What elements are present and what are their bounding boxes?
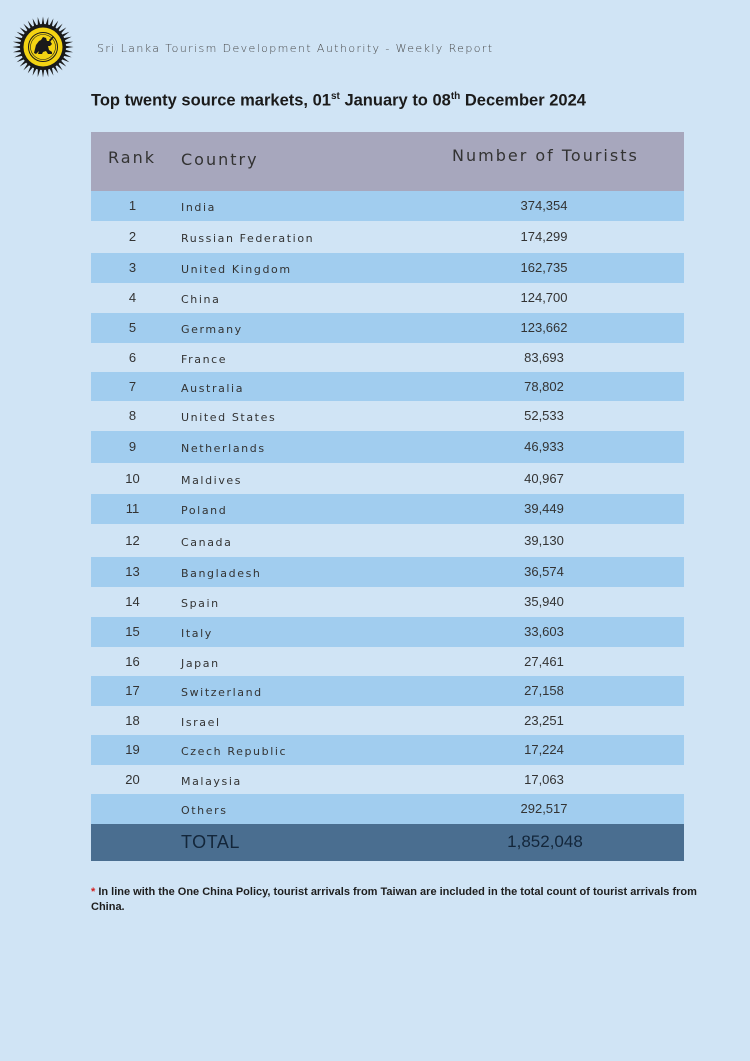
row-tourists: 174,299 bbox=[520, 229, 568, 244]
title-part: January to 08 bbox=[339, 91, 451, 110]
row-rank: 13 bbox=[125, 564, 140, 579]
row-tourists: 17,063 bbox=[524, 772, 564, 787]
row-rank: 17 bbox=[125, 683, 140, 698]
table-row bbox=[91, 283, 684, 313]
row-rank: 19 bbox=[125, 742, 140, 757]
table-row bbox=[91, 401, 684, 431]
row-rank: 8 bbox=[128, 408, 137, 423]
table-row bbox=[91, 463, 684, 494]
row-tourists: 40,967 bbox=[524, 471, 564, 486]
row-tourists: 52,533 bbox=[524, 408, 564, 423]
row-tourists: 83,693 bbox=[524, 350, 564, 365]
table-row bbox=[91, 221, 684, 253]
row-country: France bbox=[181, 353, 228, 366]
title-part: Top twenty source markets, 01 bbox=[91, 91, 331, 110]
table-row bbox=[91, 494, 684, 524]
row-tourists: 374,354 bbox=[520, 198, 568, 213]
row-rank: 18 bbox=[125, 713, 140, 728]
row-country: Maldives bbox=[181, 474, 243, 487]
total-value: 1,852,048 bbox=[507, 832, 583, 851]
row-rank: 10 bbox=[125, 471, 140, 486]
row-country: India bbox=[181, 201, 216, 214]
total-row bbox=[91, 824, 684, 861]
row-tourists: 162,735 bbox=[520, 260, 568, 275]
row-tourists: 124,700 bbox=[520, 290, 568, 305]
row-country: Bangladesh bbox=[181, 567, 262, 580]
table-row bbox=[91, 557, 684, 587]
header-rank: Rank bbox=[108, 148, 156, 167]
table-row bbox=[91, 735, 684, 765]
table-header bbox=[91, 132, 684, 191]
table-row bbox=[91, 617, 684, 647]
row-rank: 15 bbox=[125, 624, 140, 639]
row-country: Poland bbox=[181, 504, 228, 517]
row-rank: 7 bbox=[128, 379, 137, 394]
row-country: Spain bbox=[181, 597, 220, 610]
footnote bbox=[91, 885, 701, 915]
row-tourists: 123,662 bbox=[520, 320, 568, 335]
header-country: Country bbox=[181, 150, 259, 169]
table-row bbox=[91, 372, 684, 401]
row-tourists: 23,251 bbox=[524, 713, 564, 728]
row-country: China bbox=[181, 293, 221, 306]
row-country: Australia bbox=[181, 382, 245, 395]
row-tourists: 17,224 bbox=[524, 742, 564, 757]
row-tourists: 39,449 bbox=[524, 501, 564, 516]
footnote-text: In line with the One China Policy, tourist arrivals from Taiwan are included in the total count of tourist arrivals from China. bbox=[91, 886, 697, 913]
title-superscript: st bbox=[330, 91, 340, 102]
row-country: Canada bbox=[181, 536, 233, 549]
row-rank: 16 bbox=[125, 654, 140, 669]
row-country: Germany bbox=[181, 323, 243, 336]
table-row bbox=[91, 647, 684, 676]
row-rank: 4 bbox=[128, 290, 137, 305]
row-rank: 1 bbox=[128, 198, 137, 213]
source-markets-table bbox=[91, 132, 684, 861]
organization-name: Sri Lanka Tourism Development Authority - Weekly Report bbox=[97, 42, 494, 55]
row-country: United Kingdom bbox=[181, 263, 292, 276]
row-country: Malaysia bbox=[181, 775, 242, 788]
table-row bbox=[91, 587, 684, 617]
row-rank: 11 bbox=[125, 501, 140, 516]
table-row bbox=[91, 431, 684, 463]
row-tourists: 35,940 bbox=[524, 594, 564, 609]
row-rank: 9 bbox=[128, 439, 137, 454]
row-country: Czech Republic bbox=[181, 745, 288, 758]
page-title bbox=[91, 91, 586, 111]
row-rank: 6 bbox=[128, 350, 137, 365]
table-body bbox=[91, 191, 684, 824]
total-label: TOTAL bbox=[181, 832, 240, 852]
row-country: United States bbox=[181, 411, 277, 424]
row-country: Switzerland bbox=[181, 686, 263, 699]
header-tourists: Number of Tourists bbox=[452, 146, 639, 165]
footnote-marker: * bbox=[91, 886, 96, 898]
lion-emblem-icon bbox=[12, 16, 74, 78]
row-rank: 12 bbox=[125, 533, 140, 548]
table-row bbox=[91, 524, 684, 557]
row-rank: 14 bbox=[125, 594, 140, 609]
table-row bbox=[91, 313, 684, 343]
table-row bbox=[91, 676, 684, 706]
table-row bbox=[91, 794, 684, 824]
row-tourists: 292,517 bbox=[520, 801, 568, 816]
row-rank: 20 bbox=[125, 772, 140, 787]
row-rank: 5 bbox=[128, 320, 137, 335]
row-tourists: 46,933 bbox=[524, 439, 564, 454]
table-row bbox=[91, 343, 684, 372]
row-tourists: 78,802 bbox=[524, 379, 564, 394]
row-tourists: 33,603 bbox=[524, 624, 564, 639]
row-country: Russian Federation bbox=[181, 232, 315, 245]
table-row bbox=[91, 253, 684, 283]
row-country: Italy bbox=[181, 627, 213, 640]
row-tourists: 27,158 bbox=[524, 683, 564, 698]
row-country: Japan bbox=[181, 657, 220, 670]
row-rank: 3 bbox=[128, 260, 137, 275]
table-row bbox=[91, 706, 684, 735]
title-part: December 2024 bbox=[460, 91, 586, 110]
row-tourists: 39,130 bbox=[524, 533, 564, 548]
row-rank: 2 bbox=[128, 229, 137, 244]
row-tourists: 27,461 bbox=[524, 654, 564, 669]
row-country: Netherlands bbox=[181, 442, 266, 455]
title-superscript: th bbox=[450, 91, 461, 102]
table-row bbox=[91, 191, 684, 221]
row-country: Israel bbox=[181, 716, 221, 729]
row-country: Others bbox=[181, 804, 228, 817]
table-row bbox=[91, 765, 684, 794]
row-tourists: 36,574 bbox=[524, 564, 564, 579]
